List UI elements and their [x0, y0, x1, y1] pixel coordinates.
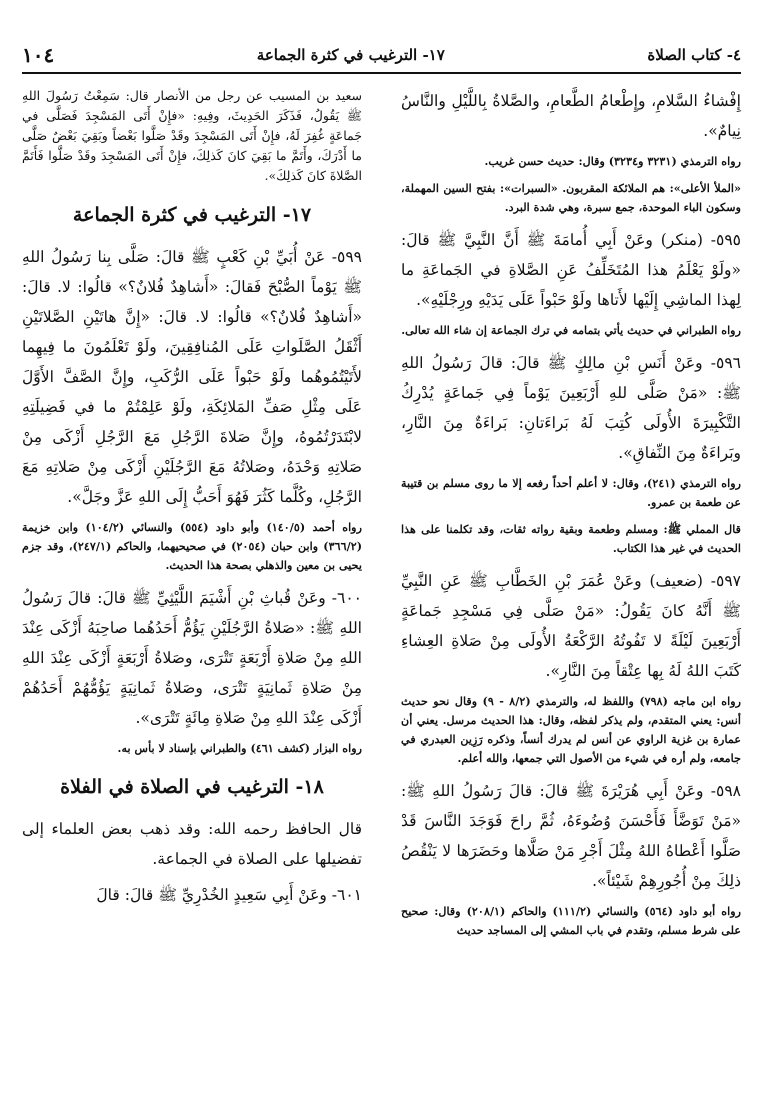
- continued-text: سعيد بن المسيب عن رجل من الأنصار قال: سَمِعْتُ رَسُولَ اللهِ ﷺ يَقُولُ، فَذَكَرَ الحَدِيثَ، وفِيهِ: «فإِنْ أَتَى المَسْجِدَ فَصَلَّى في جَماعَةٍ غُفِرَ لَهُ، فإِنْ أَتَى المَسْجِدَ وقَدْ صَلَّوا بَعْضاً وبَقِيَ بَعْضٌ صَلَّى ما أَدْرَكَ، وأَتَمَّ ما بَقِيَ كانَ كَذلِكَ، فإِنْ أَتَى المَسْجِدَ وقَدْ صَلَّوا فَأَتَمَّ الصَّلاةَ كانَ كَذلِكَ».: [22, 88, 362, 183]
- hadith-597-reference: رواه ابن ماجه (٧٩٨) واللفظ له، والترمذي (٨/٢ - ٩) وقال نحو حديث أنس: يعني المتقدم، ولم يذكر لفظه، وقال: هذا الحديث مرسل. يعني أن عمارة بن غزية الراوي عن أنس لم يدرك أنساً، وذكره رَزِين العبدري في جامعه، ولم أره في شيء من الأصول التي جمعها، والله أعلم.: [401, 694, 741, 765]
- hadith-598: ٥٩٨- وعَنْ أَبِي هُرَيْرَةَ ﷺ قالَ: قالَ رَسُولُ اللهِ ﷺ: «مَنْ تَوَضَّأَ فَأَحْسَنَ وُضُوءَهُ، ثُمَّ راحَ فَوَجَدَ النَّاسَ قَدْ صَلَّوا أَعْطاهُ اللهُ مِثْلَ أَجْرِ مَنْ صَلَّاها وحَضَرَها لا يَنْقُصُ ذلِكَ مِنْ أُجُورِهِمْ شَيْئاً».: [401, 782, 741, 890]
- book-title: ٤- كتاب الصلاة: [647, 46, 741, 64]
- hadith-596: ٥٩٦- وعَنْ أَنَسِ بْنِ مالِكٍ ﷺ قالَ: قالَ رَسُولُ اللهِ ﷺ: «مَنْ صَلَّى للهِ أَرْبَعِينَ يَوْماً فِي جَماعَةٍ يُدْرِكُ التَّكْبِيرَةَ الأُولَى كُتِبَ لَهُ بَراءَتانِ: بَراءَةٌ مِنَ النَّارِ، وبَراءَةٌ مِنَ النِّفاقِ».: [401, 354, 741, 462]
- gloss-note: «الملأ الأعلى»: هم الملائكة المقربون. «السبرات»: بفتح السين المهملة، وسكون الباء الموحدة، جمع سبرة، وهي شدة البرد.: [401, 181, 741, 214]
- hadith-reference: رواه الترمذي (٣٢٣١ و٣٢٣٤) وقال: حديث حسن غريب.: [484, 154, 741, 168]
- hadith-601: ٦٠١- وعَنْ أَبِي سَعِيدٍ الخُدْرِيِّ ﷺ قالَ: قالَ: [96, 886, 362, 904]
- hadith-596-note: قال المملي ﷺ: ومسلم وطعمة وبقية رواته ثقات، وقد تكلمنا على هذا الحديث في غير هذا الكتاب.: [401, 522, 741, 555]
- section-17-heading: ١٧- الترغيب في كثرة الجماعة: [72, 204, 312, 226]
- section-18-intro: قال الحافظ رحمه الله: وقد ذهب بعض العلماء إلى تفضيلها على الصلاة في الجماعة.: [22, 820, 362, 868]
- hadith-595-reference: رواه الطبراني في حديث يأتي بتمامه في ترك الجماعة إن شاء الله تعالى.: [401, 323, 741, 337]
- hadith-600: ٦٠٠- وعَنْ قُباثِ بْنِ أَشْيَمَ اللَّيْثِيِّ ﷺ قالَ: قالَ رَسُولُ اللهِ ﷺ: «صَلاةُ الرَّجُلَيْنِ يَؤُمُّ أَحَدُهُما صاحِبَهُ أَزْكَى عِنْدَ اللهِ مِنْ صَلاةِ أَرْبَعَةٍ تَتْرَى، وصَلاةُ أَرْبَعَةٍ أَزْكَى عِنْدَ اللهِ مِنْ صَلاةِ ثَمانِيَةٍ تَتْرَى، وصَلاةُ ثَمانِيَةٍ يَؤُمُّهُمْ أَحَدُهُمْ أَزْكَى عِنْدَ اللهِ مِنْ صَلاةِ مِائَةٍ تَتْرَى».: [22, 589, 362, 727]
- hadith-600-reference: رواه البزار (كشف ٤٦١) والطبراني بإسناد لا بأس به.: [117, 741, 362, 755]
- hadith-595: ٥٩٥- (منكر) وعَنْ أَبِي أُمامَةَ ﷺ أَنَّ النَّبِيَّ ﷺ قالَ: «ولَوْ يَعْلَمُ هذا المُتَخَلِّفُ عَنِ الصَّلاةِ في الجَماعَةِ ما لِهذا الماشِي إِلَيْها لأَتاها ولَوْ حَبْواً عَلَى يَدَيْهِ ورِجْلَيْهِ».: [401, 231, 741, 309]
- hadith-599: ٥٩٩- عَنْ أُبَيِّ بْنِ كَعْبٍ ﷺ قالَ: صَلَّى بِنا رَسُولُ اللهِ ﷺ يَوْماً الصُّبْحَ فَقالَ: «أَشاهِدٌ فُلانٌ؟» قالُوا: لا. قالَ: «أَشاهِدٌ فُلانٌ؟» قالُوا: لا. قالَ: «إِنَّ هاتَيْنِ الصَّلاتَيْنِ أَثْقَلُ الصَّلَواتِ عَلَى المُنافِقِينَ، ولَوْ تَعْلَمُونَ ما فِيهِما لأَتَيْتُمُوهُما ولَوْ حَبْواً عَلَى الرُّكَبِ، وإِنَّ الصَّفَّ الأَوَّلَ عَلَى مِثْلِ صَفِّ المَلائِكَةِ، ولَوْ عَلِمْتُمْ ما في فَضِيلَتِهِ لابْتَدَرْتُمُوهُ، وإِنَّ صَلاةَ الرَّجُلِ مَعَ الرَّجُلِ أَزْكَى مِنْ صَلاتِهِ وَحْدَهُ، وصَلاتُهُ مَعَ الرَّجُلَيْنِ أَزْكَى مِنْ صَلاتِهِ مَعَ الرَّجُلِ، وكُلَّما كَثُرَ فَهُوَ أَحَبُّ إِلَى اللهِ عَزَّ وجَلَّ».: [22, 248, 362, 506]
- hadith-598-reference: رواه أبو داود (٥٦٤) والنسائي (١١١/٢) والحاكم (٢٠٨/١) وقال: صحيح على شرط مسلم، وتقدم في باب المشي إلى المساجد حديث: [401, 904, 742, 937]
- section-18-heading: ١٨- الترغيب في الصلاة في الفلاة: [60, 776, 324, 798]
- section-title: ١٧- الترغيب في كثرة الجماعة: [256, 46, 445, 64]
- page-number: ١٠٤: [22, 43, 55, 67]
- hadith-text: إِفْشاءُ السَّلامِ، وإِطْعامُ الطَّعامِ، والصَّلاةُ بِاللَّيْلِ والنَّاسُ نِيامٌ».: [401, 92, 741, 140]
- page-header: [22, 38, 741, 74]
- right-column: [401, 86, 741, 948]
- hadith-596-reference: رواه الترمذي (٢٤١)، وقال: لا أعلم أحداً رفعه إلا ما روى مسلم بن قتيبة عن طعمة بن عمرو.: [401, 476, 741, 509]
- hadith-599-reference: رواه أحمد (١٤٠/٥) وأبو داود (٥٥٤) والنسائي (١٠٤/٢) وابن خزيمة (٣٦٦/٢) وابن حبان (٢٠٥٤) في صحيحيهما، والحاكم (٢٤٧/١)، وقد جزم يحيى بن معين والذهلي بصحة هذا الحديث.: [22, 520, 363, 572]
- hadith-597: ٥٩٧- (ضعيف) وعَنْ عُمَرَ بْنِ الخَطَّابِ ﷺ عَنِ النَّبِيِّ ﷺ أَنَّهُ كانَ يَقُولُ: «مَنْ صَلَّى فِي مَسْجِدِ جَماعَةٍ أَرْبَعِينَ لَيْلَةً لا تَفُوتُهُ الرَّكْعَةُ الأُولَى مِنْ صَلاةِ العِشاءِ كَتَبَ اللهُ لَهُ بِها عِتْقاً مِنَ النَّارِ».: [401, 572, 741, 680]
- left-column: [22, 86, 362, 916]
